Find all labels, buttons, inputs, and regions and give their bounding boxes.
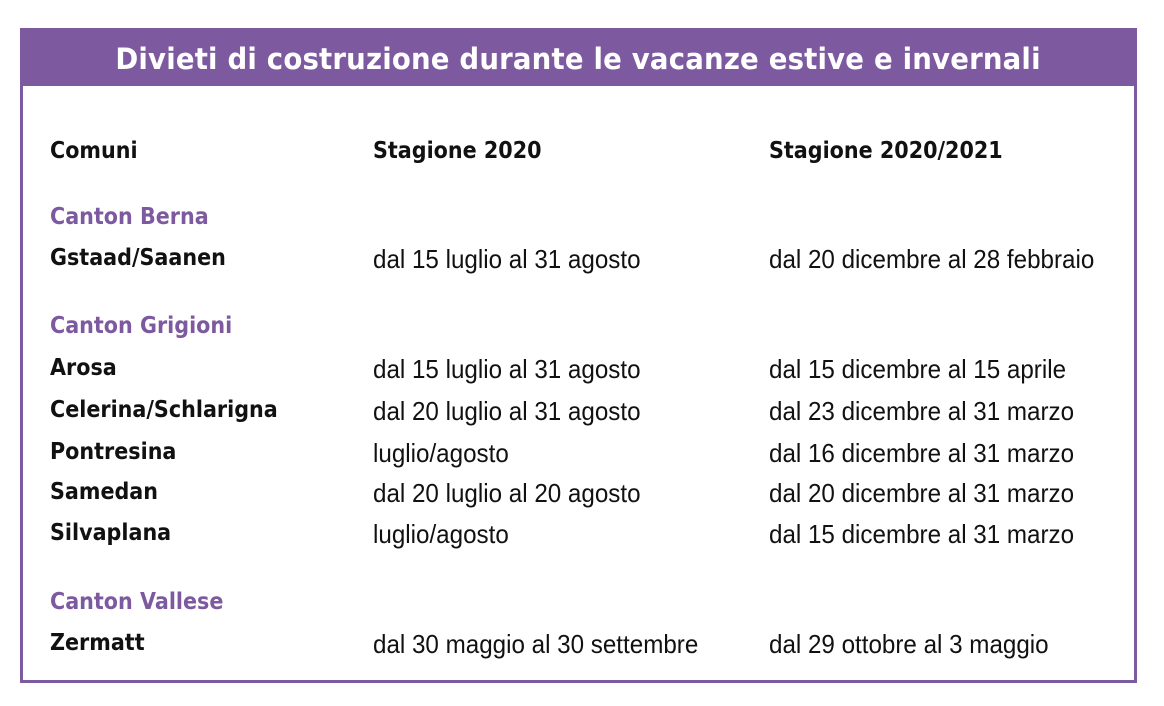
row-comune: Celerina/Schlarigna (50, 397, 278, 423)
row-winter: dal 20 dicembre al 28 febbraio (769, 244, 1095, 274)
header-stagione-2020: Stagione 2020 (373, 138, 542, 164)
row-winter: dal 29 ottobre al 3 maggio (769, 629, 1049, 659)
row-winter: dal 23 dicembre al 31 marzo (769, 396, 1075, 426)
title-bar (23, 31, 1134, 86)
row-comune: Zermatt (50, 630, 145, 656)
row-winter: dal 20 dicembre al 31 marzo (769, 478, 1075, 508)
row-summer: dal 15 luglio al 31 agosto (373, 354, 641, 384)
row-winter: dal 15 dicembre al 15 aprile (769, 354, 1067, 384)
row-summer: luglio/agosto (373, 438, 509, 468)
row-summer: dal 15 luglio al 31 agosto (373, 244, 641, 274)
row-summer: dal 30 maggio al 30 settembre (373, 629, 699, 659)
row-comune: Arosa (50, 355, 117, 381)
header-stagione-2020-2021: Stagione 2020/2021 (769, 138, 1003, 164)
canton-heading-vallese: Canton Vallese (50, 589, 224, 615)
row-comune: Gstaad/Saanen (50, 245, 226, 271)
page-title: Divieti di costruzione durante le vacanze estive e invernali (115, 41, 1042, 76)
row-comune: Pontresina (50, 439, 177, 465)
header-comuni: Comuni (50, 138, 138, 164)
row-summer: dal 20 luglio al 31 agosto (373, 396, 641, 426)
row-comune: Samedan (50, 479, 159, 505)
row-summer: dal 20 luglio al 20 agosto (373, 478, 641, 508)
row-winter: dal 16 dicembre al 31 marzo (769, 438, 1075, 468)
row-winter: dal 15 dicembre al 31 marzo (769, 519, 1075, 549)
row-comune: Silvaplana (50, 520, 172, 546)
canton-heading-grigioni: Canton Grigioni (50, 313, 233, 339)
row-summer: luglio/agosto (373, 519, 509, 549)
canton-heading-berna: Canton Berna (50, 204, 209, 230)
